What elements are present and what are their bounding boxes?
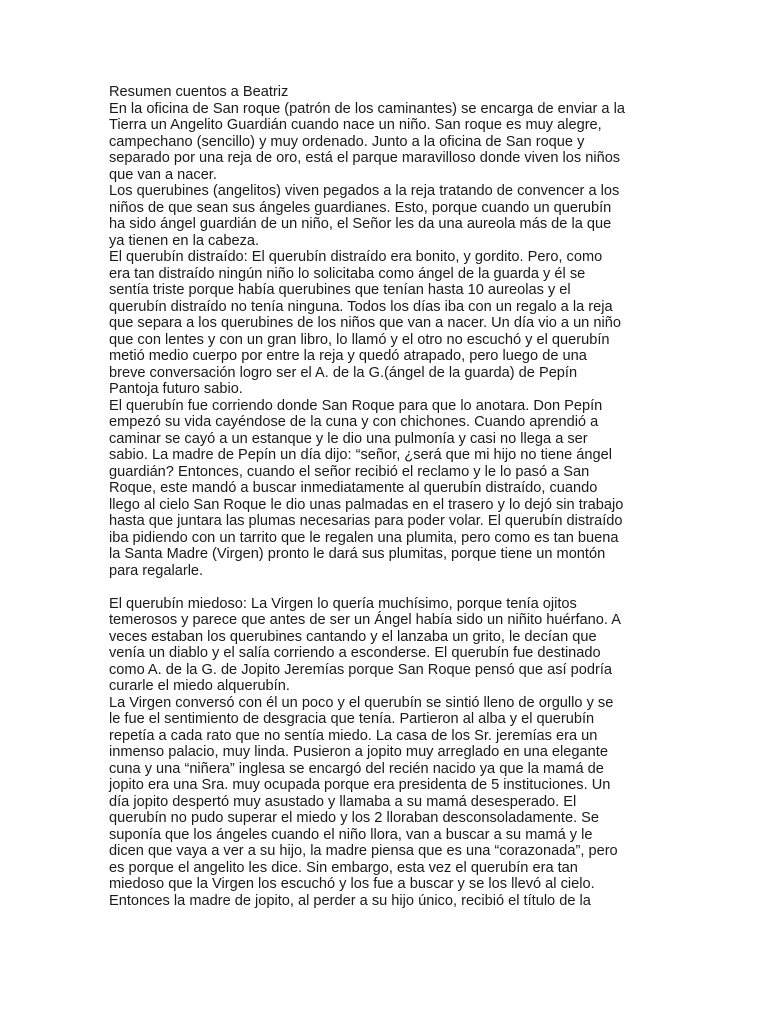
document-title: Resumen cuentos a Beatriz xyxy=(109,84,289,100)
document-page xyxy=(109,84,665,909)
text-line: que separa a los querubines de los niños que van a nacer. Un día vio a un niño xyxy=(109,315,621,331)
text-line: campechano (sencillo) y muy ordenado. Junto a la oficina de San roque y xyxy=(109,133,585,150)
text-line: empezó su vida cayéndose de la cuna y con chichones. Cuando aprendió a xyxy=(109,414,599,430)
text-line: venía un diablo y el salía corriendo a esconderse. El querubín fue destinado xyxy=(109,645,601,661)
text-line: La Virgen conversó con él un poco y el querubín se sintió lleno de orgullo y se xyxy=(109,694,614,711)
text-line: Tierra un Angelito Guardián cuando nace un niño. San roque es muy alegre, xyxy=(109,117,602,133)
text-line: ya tienen en la cabeza. xyxy=(109,232,260,249)
text-line: En la oficina de San roque (patrón de los caminantes) se encarga de enviar a la xyxy=(109,100,625,117)
text-line: El querubín distraído: El querubín distraído era bonito, y gordito. Pero, como xyxy=(109,249,603,265)
text-line: querubín distraído no tenía ninguna. Todos los días iba con un regalo a la reja xyxy=(109,298,613,315)
text-line: Roque, este mandó a buscar inmediatamente al querubín distraído, cuando xyxy=(109,480,598,496)
text-line: era tan distraído ningún niño lo solicitaba como ángel de la guarda y él se xyxy=(109,265,586,282)
text-line: le fue el sentimiento de desgracia que tenía. Partieron al alba y el querubín xyxy=(109,711,595,727)
text-line: niños de que sean sus ángeles guardianes. Esto, porque cuando un querubín xyxy=(109,199,612,216)
text-line: es porque el angelito les dice. Sin embargo, esta vez el querubín era tan xyxy=(109,859,578,876)
text-line: separado por una reja de oro, está el parque maravilloso donde viven los niños xyxy=(109,150,621,166)
text-line: sabio. La madre de Pepín un día dijo: “señor, ¿será que mi hijo no tiene ángel xyxy=(109,447,612,463)
text-line: El querubín fue corriendo donde San Roque para que lo anotara. Don Pepín xyxy=(109,397,603,414)
text-line: Entonces la madre de jopito, al perder a su hijo único, recibió el título de la xyxy=(109,892,591,909)
text-line: querubín no pudo superar el miedo y los 2 lloraban desconsoladamente. Se xyxy=(109,810,600,826)
text-line: Pantoja futuro sabio. xyxy=(109,381,243,397)
text-line: hasta que juntara las plumas necesarias para poder volar. El querubín distraído xyxy=(109,513,623,529)
text-line: iba pidiendo con un tarrito que le regalen una plumita, pero como es tan buena xyxy=(109,529,619,546)
text-line: jopito era una Sra. muy ocupada porque era presidenta de 5 instituciones. Un xyxy=(109,777,611,793)
text-line: que con lentes y con un gran libro, lo llamó y el otro no escuchó y el querubín xyxy=(109,331,610,348)
text-line: temerosos y parece que antes de ser un Ángel había sido un niñito huérfano. A xyxy=(109,612,621,628)
text-line: miedoso que la Virgen los escuchó y los fue a buscar y se los llevó al cielo. xyxy=(109,876,595,892)
text-line: cuna y una “niñera” inglesa se encargó del recién nacido ya que la mamá de xyxy=(109,760,604,777)
text-line: día jopito despertó muy asustado y llamaba a su mamá desesperado. El xyxy=(109,793,577,810)
text-line: curarle el miedo alquerubín. xyxy=(109,678,290,694)
text-line: para regalarle. xyxy=(109,562,204,579)
text-line: que van a nacer. xyxy=(109,166,217,183)
text-line: breve conversación logro ser el A. de la G.(ángel de la guarda) de Pepín xyxy=(109,364,578,381)
text-line: caminar se cayó a un estanque y le dio una pulmonía y casi no llega a ser xyxy=(109,430,588,447)
text-line: metió medio cuerpo por entre la reja y quedó atrapado, pero luego de una xyxy=(109,348,587,364)
text-line: repetía a cada rato que no sentía miedo. La casa de los Sr. jeremías era un xyxy=(109,727,598,744)
text-line: dicen que vaya a ver a su hijo, la madre piensa que es una “corazonada”, pero xyxy=(109,843,618,859)
text-line: Los querubines (angelitos) viven pegados a la reja tratando de convencer a los xyxy=(109,183,620,199)
text-line: guardián? Entonces, cuando el señor recibió el reclamo y le lo pasó a San xyxy=(109,463,590,480)
text-line: ha sido ángel guardián de un niño, el Señor les da una aureola más de la que xyxy=(109,216,612,232)
text-line: la Santa Madre (Virgen) pronto le dará sus plumitas, porque tiene un montón xyxy=(109,546,606,562)
text-line: veces estaban los querubines cantando y el lanzaba un grito, le decían que xyxy=(109,628,597,645)
text-line: El querubín miedoso: La Virgen lo quería muchísimo, porque tenía ojitos xyxy=(109,595,577,612)
blank-line xyxy=(109,579,665,596)
text-line: inmenso palacio, muy linda. Pusieron a jopito muy arreglado en una elegante xyxy=(109,744,608,760)
text-line: llego al cielo San Roque le dio unas palmadas en el trasero y lo dejó sin trabajo xyxy=(109,496,624,513)
text-line: suponía que los ángeles cuando el niño llora, van a buscar a su mamá y le xyxy=(109,826,593,843)
text-line: como A. de la G. de Jopito Jeremías porque San Roque pensó que así podría xyxy=(109,661,612,678)
text-line: sentía triste porque había querubines que tenían hasta 10 aureolas y el xyxy=(109,282,571,298)
